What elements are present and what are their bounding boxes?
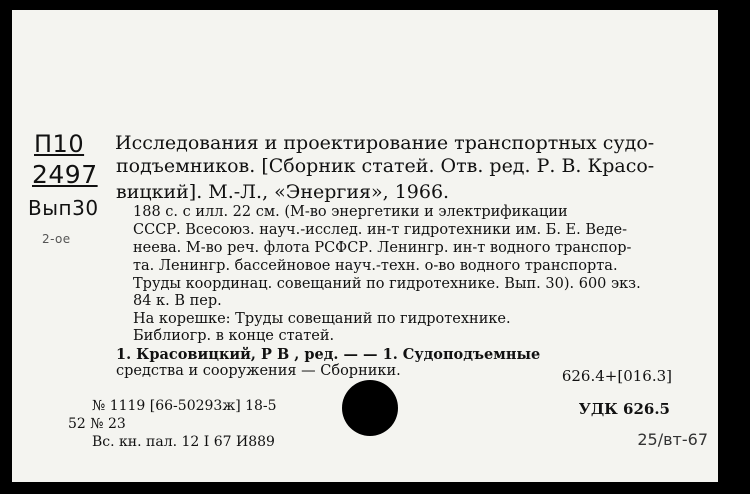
body-line-6: 84 к. В пер. — [133, 293, 222, 309]
classification-code: 626.4+[016.3] — [561, 367, 672, 385]
udk-code: УДК 626.5 — [578, 400, 670, 418]
footer-line-2: 52 № 23 — [68, 416, 126, 432]
body-line-9: 1. Красовицкий, Р В , ред. — — 1. Судоподъемные — [116, 346, 541, 363]
title-line-3: вицкий]. М.-Л., «Энергия», 1966. — [116, 181, 450, 203]
footer-line-3: Вс. кн. пал. 12 I 67 И889 — [92, 434, 275, 450]
title-line-1: Исследования и проектирование транспортных судо- — [115, 132, 655, 154]
body-line-3: неева. М-во реч. флота РСФСР. Ленингр. ин-т водного транспор- — [133, 240, 632, 256]
shelfmark-line-2: 2497 — [32, 160, 98, 189]
accession-stamp: 25/вт-67 — [637, 430, 708, 449]
shelfmark-line-1: П10 — [34, 130, 85, 158]
body-line-10: средства и сооружения — Сборники. — [116, 363, 401, 379]
body-line-5: Труды координац. совещаний по гидротехнике. Вып. 30). 600 экз. — [133, 276, 641, 292]
footer-line-1: № 1119 [66-50293ж] 18-5 — [92, 398, 277, 414]
body-line-2: СССР. Всесоюз. науч.-исслед. ин-т гидротехники им. Б. Е. Веде- — [133, 222, 627, 238]
body-line-4: та. Ленингр. бассейновое науч.-техн. о-во водного транспорта. — [133, 258, 618, 274]
catalog-card — [12, 10, 718, 482]
scan-border — [718, 0, 750, 494]
body-line-1: 188 с. с илл. 22 см. (М-во энергетики и электрификации — [133, 204, 568, 220]
shelfmark-line-4: 2-ое — [42, 232, 71, 246]
body-line-7: На корешке: Труды совещаний по гидротехнике. — [133, 311, 511, 327]
body-line-8: Библиогр. в конце статей. — [133, 328, 335, 344]
shelfmark-line-3: Вып30 — [28, 196, 99, 220]
title-line-2: подъемников. [Сборник статей. Отв. ред. Р. В. Красо- — [116, 155, 655, 177]
punch-hole — [342, 380, 398, 436]
